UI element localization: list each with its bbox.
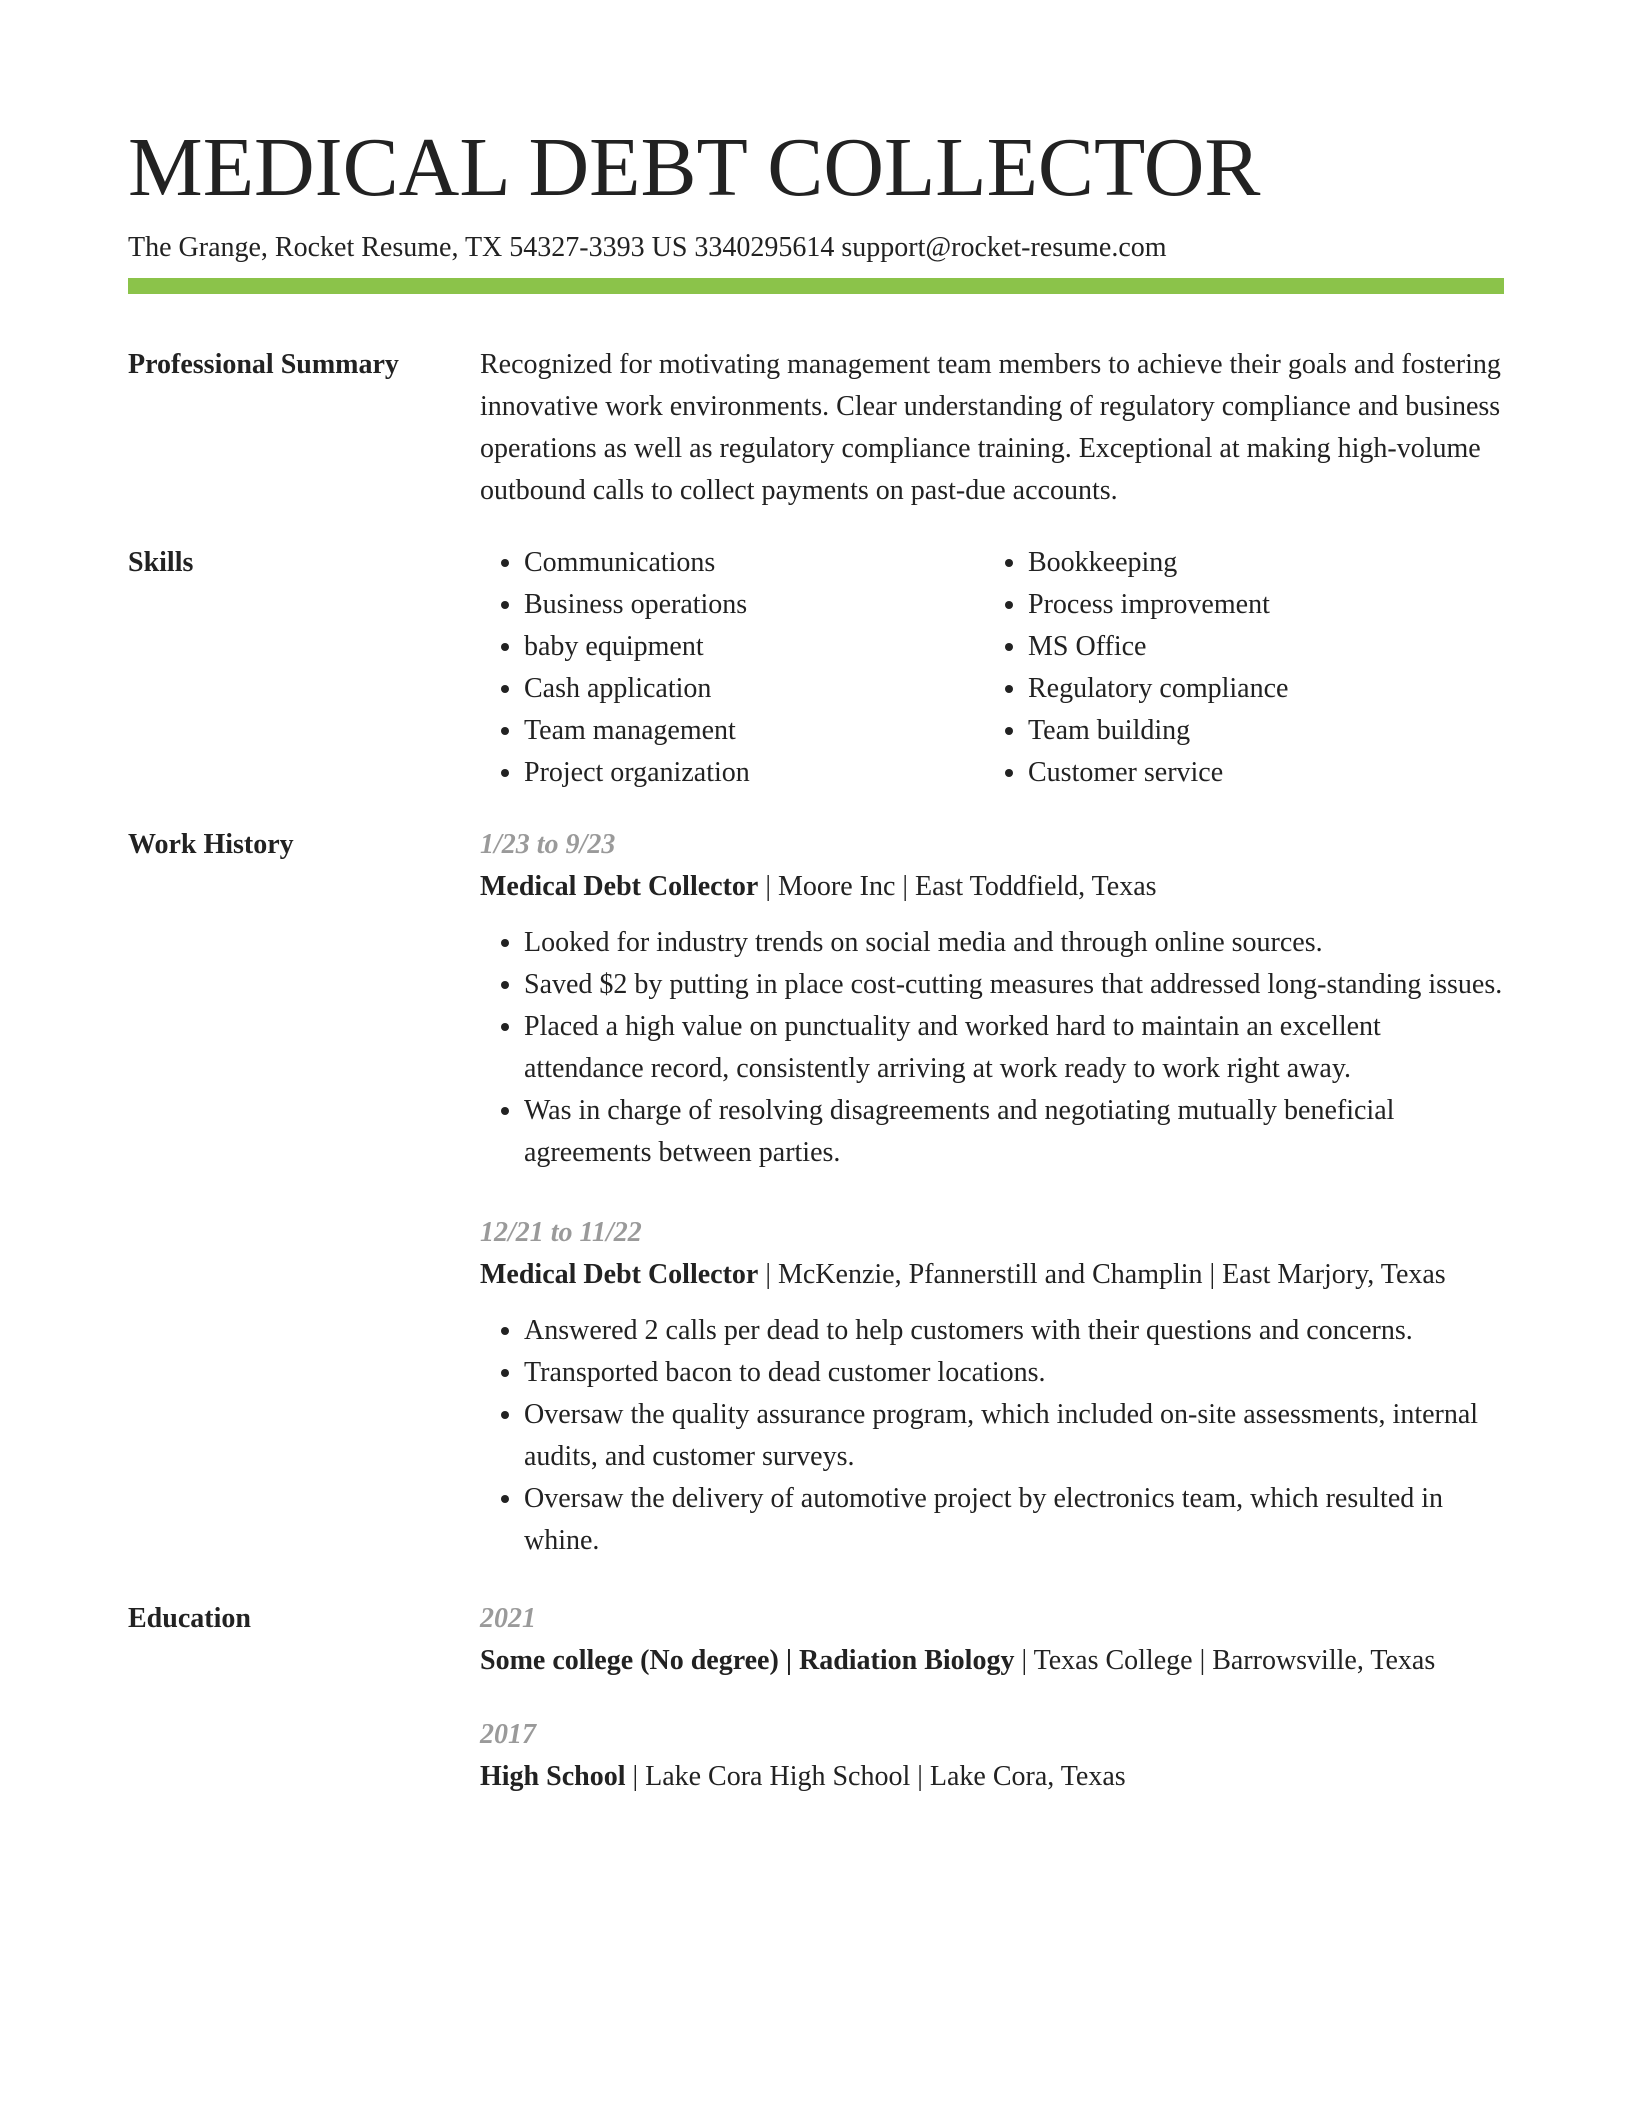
job-bullet: • Oversaw the delivery of automotive project by electronics team, which resulted in whine.: [524, 1478, 1504, 1562]
education-entry: [480, 1714, 1504, 1798]
job-role-line: [480, 866, 1504, 908]
job-role: Medical Debt Collector: [480, 1259, 759, 1290]
skill-item: • Business operations: [524, 584, 984, 626]
skills-list-left: [480, 542, 984, 794]
header-divider: [128, 278, 1504, 294]
education-location: Lake Cora, Texas: [929, 1761, 1126, 1792]
job-dates: 1/23 to 9/23: [480, 829, 616, 860]
skills-list-right: [984, 542, 1488, 794]
job-bullet: • Saved $2 by putting in place cost-cutting measures that addressed long-standing issues.: [524, 964, 1504, 1006]
education-location: Barrowsville, Texas: [1212, 1645, 1436, 1676]
job-role-line: [480, 1254, 1504, 1296]
skill-item: • Cash application: [524, 668, 984, 710]
resume-title: MEDICAL DEBT COLLECTOR: [128, 121, 1261, 214]
section-title-summary: Professional Summary: [128, 349, 399, 380]
skill-item: • baby equipment: [524, 626, 984, 668]
job-entry: [480, 1212, 1504, 1562]
skill-item: • Communications: [524, 542, 984, 584]
job-bullets: [480, 922, 1504, 1174]
education-school: Texas College: [1033, 1645, 1193, 1676]
education-year: 2021: [480, 1603, 536, 1634]
contact-phone: 3340295614: [694, 232, 835, 263]
summary-text: Recognized for motivating management team members to achieve their goals and fostering innovative work environments. Clear understanding of regulatory compliance and business operations as well as regulatory compliance training. Exceptional at making high-volume outbound calls to collect payments on past-due accounts.: [480, 349, 1501, 506]
job-bullet: • Placed a high value on punctuality and worked hard to maintain an excellent attendance record, consistently arriving at work ready to work right away.: [524, 1006, 1504, 1090]
section-title-education: Education: [128, 1603, 251, 1634]
skill-item: • Team building: [1028, 710, 1488, 752]
job-entry: [480, 824, 1504, 1174]
education-line: [480, 1640, 1504, 1682]
contact-email[interactable]: support@rocket-resume.com: [841, 232, 1167, 263]
education-entry: [480, 1598, 1504, 1682]
job-bullet: • Transported bacon to dead customer locations.: [524, 1352, 1504, 1394]
resume-page: [128, 118, 1504, 1798]
skill-item: • Regulatory compliance: [1028, 668, 1488, 710]
job-bullets: [480, 1310, 1504, 1562]
job-dates: 12/21 to 11/22: [480, 1217, 642, 1248]
job-bullet: • Was in charge of resolving disagreements and negotiating mutually beneficial agreements between parties.: [524, 1090, 1504, 1174]
work-section: [128, 824, 1504, 1562]
education-degree: High School: [480, 1761, 626, 1792]
section-title-skills: Skills: [128, 547, 194, 578]
skill-item: • Customer service: [1028, 752, 1488, 794]
job-location: East Marjory, Texas: [1222, 1259, 1446, 1290]
job-bullet: • Looked for industry trends on social media and through online sources.: [524, 922, 1504, 964]
education-section: [128, 1598, 1504, 1798]
skill-item: • MS Office: [1028, 626, 1488, 668]
education-school: Lake Cora High School: [645, 1761, 911, 1792]
skill-item: • Bookkeeping: [1028, 542, 1488, 584]
skill-item: • Team management: [524, 710, 984, 752]
contact-address: The Grange, Rocket Resume, TX 54327-3393 US: [128, 232, 688, 263]
education-year: 2017: [480, 1719, 536, 1750]
skill-item: • Process improvement: [1028, 584, 1488, 626]
section-title-work: Work History: [128, 829, 294, 860]
job-location: East Toddfield, Texas: [914, 871, 1157, 902]
skills-section: [128, 542, 1504, 794]
job-company: Moore Inc: [777, 871, 896, 902]
skill-item: • Project organization: [524, 752, 984, 794]
job-company: McKenzie, Pfannerstill and Champlin: [777, 1259, 1203, 1290]
education-line: [480, 1756, 1504, 1798]
education-degree: Some college (No degree) | Radiation Biology: [480, 1645, 1015, 1676]
job-bullet: • Answered 2 calls per dead to help customers with their questions and concerns.: [524, 1310, 1504, 1352]
job-bullet: • Oversaw the quality assurance program, which included on-site assessments, internal audits, and customer surveys.: [524, 1394, 1504, 1478]
summary-section: [128, 344, 1504, 512]
job-role: Medical Debt Collector: [480, 871, 759, 902]
contact-line: [128, 228, 1504, 268]
